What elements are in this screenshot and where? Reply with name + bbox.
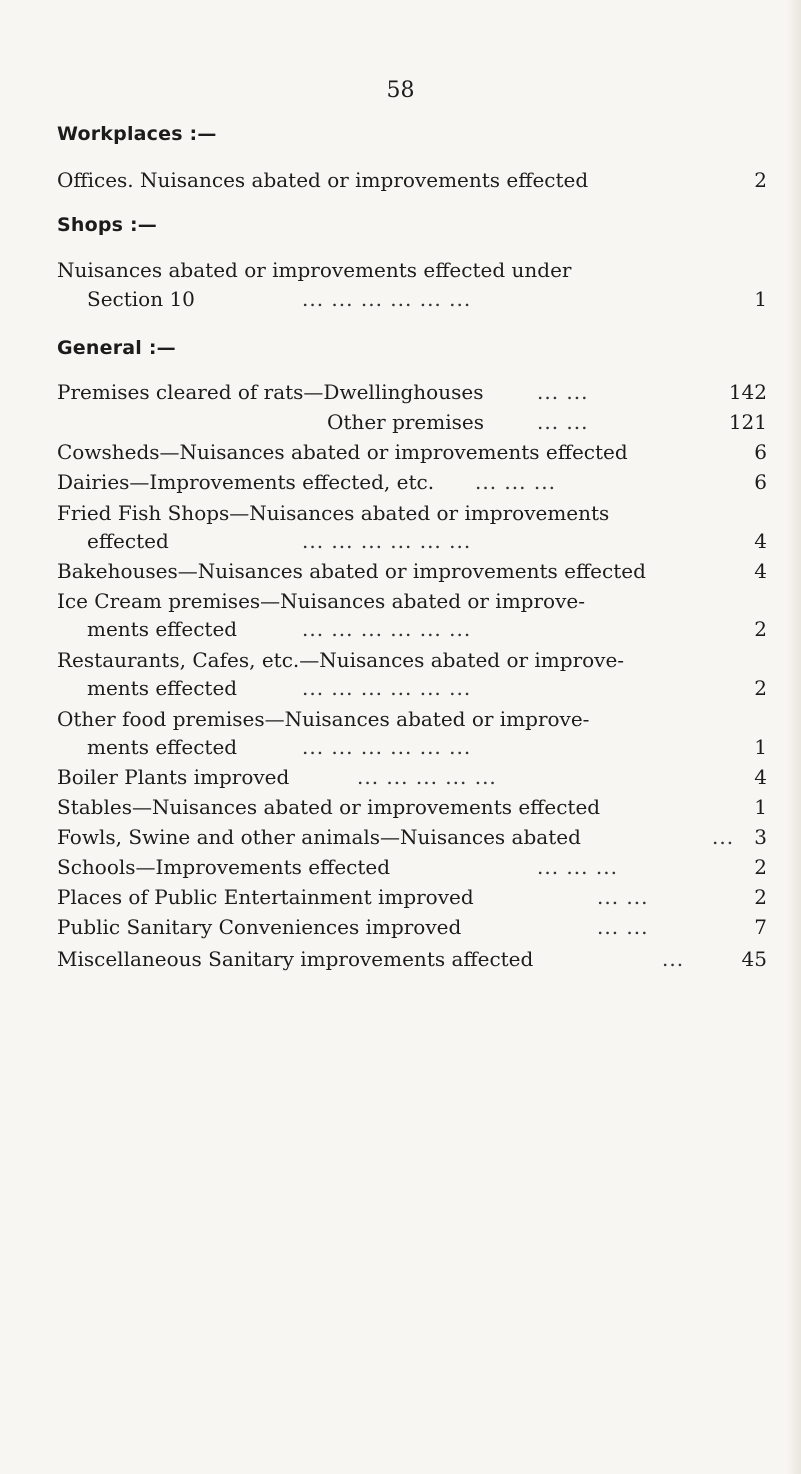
table-row <box>57 614 767 644</box>
row-label: Dairies—Improvements effected, etc. <box>57 470 435 494</box>
leader-dots: ... <box>662 947 685 971</box>
table-row <box>57 792 767 822</box>
table-row <box>57 437 767 467</box>
table-row <box>57 704 767 734</box>
table-row <box>57 407 767 437</box>
row-label: Stables—Nuisances abated or improvements effected <box>57 795 601 819</box>
row-value: 6 <box>754 440 767 464</box>
row-label: Nuisances abated or improvements effected under <box>57 258 572 282</box>
row-label: Cowsheds—Nuisances abated or improvements effected <box>57 440 628 464</box>
leader-dots: ... ... <box>537 410 589 434</box>
row-label: Section 10 <box>87 287 195 311</box>
table-row <box>57 852 767 882</box>
row-value: 2 <box>754 617 767 641</box>
workplaces-heading: Workplaces :— <box>57 123 217 145</box>
table-row <box>57 498 767 528</box>
leader-dots: ... ... ... <box>537 855 618 879</box>
row-label: Fried Fish Shops—Nuisances abated or improvements <box>57 501 610 525</box>
leader-dots: ... ... <box>597 915 649 939</box>
row-value: 1 <box>754 287 767 311</box>
leader-dots: ... ... ... ... ... ... <box>302 676 472 700</box>
table-row <box>57 526 767 556</box>
row-label: Public Sanitary Conveniences improved <box>57 915 462 939</box>
row-value: 4 <box>754 559 767 583</box>
row-label: Other premises <box>327 410 484 434</box>
row-value: 1 <box>754 795 767 819</box>
shops-heading: Shops :— <box>57 214 157 236</box>
row-value: 2 <box>754 885 767 909</box>
table-row <box>57 822 767 852</box>
table-row <box>57 762 767 792</box>
row-value: 3 <box>754 825 767 849</box>
row-label: Fowls, Swine and other animals—Nuisances abated <box>57 825 581 849</box>
table-row <box>57 882 767 912</box>
table-row <box>57 255 767 285</box>
general-heading: General :— <box>57 337 176 359</box>
table-row <box>57 377 767 407</box>
row-value: 2 <box>754 676 767 700</box>
table-row <box>57 912 767 942</box>
row-label: effected <box>87 529 169 553</box>
leader-dots: ... ... ... ... ... ... <box>302 529 472 553</box>
row-label: Miscellaneous Sanitary improvements affected <box>57 947 534 971</box>
row-label: Bakehouses—Nuisances abated or improvements effected <box>57 559 646 583</box>
leader-dots: ... ... ... ... ... ... <box>302 617 472 641</box>
row-label: Other food premises—Nuisances abated or improve- <box>57 707 590 731</box>
row-label: Restaurants, Cafes, etc.—Nuisances abated or improve- <box>57 648 625 672</box>
row-value: 142 <box>728 380 767 404</box>
leader-dots: ... ... <box>597 885 649 909</box>
table-row <box>57 944 767 974</box>
table-row <box>57 673 767 703</box>
row-value: 4 <box>754 765 767 789</box>
leader-dots: ... ... <box>537 380 589 404</box>
row-value: 2 <box>754 168 767 192</box>
row-label: ments effected <box>87 617 238 641</box>
leader-dots: ... <box>712 825 735 849</box>
row-label: Places of Public Entertainment improved <box>57 885 474 909</box>
row-value: 6 <box>754 470 767 494</box>
row-label: ments effected <box>87 735 238 759</box>
row-value: 4 <box>754 529 767 553</box>
row-value: 1 <box>754 735 767 759</box>
table-row <box>57 645 767 675</box>
row-value: 45 <box>741 947 767 971</box>
row-label: Schools—Improvements effected <box>57 855 391 879</box>
row-label: Offices. Nuisances abated or improvements effected <box>57 168 589 192</box>
table-row <box>57 467 767 497</box>
table-row <box>57 556 767 586</box>
leader-dots: ... ... ... ... ... ... <box>302 735 472 759</box>
row-value: 2 <box>754 855 767 879</box>
page-number: 58 <box>386 78 415 103</box>
row-label: ments effected <box>87 676 238 700</box>
leader-dots: ... ... ... ... ... ... <box>302 287 472 311</box>
leader-dots: ... ... ... ... ... <box>357 765 497 789</box>
row-label: Boiler Plants improved <box>57 765 290 789</box>
table-row <box>57 284 767 314</box>
table-row <box>57 586 767 616</box>
row-label: Ice Cream premises—Nuisances abated or improve- <box>57 589 585 613</box>
leader-dots: ... ... ... <box>475 470 556 494</box>
table-row <box>57 732 767 762</box>
row-value: 121 <box>728 410 767 434</box>
row-label: Premises cleared of rats—Dwellinghouses <box>57 380 484 404</box>
row-value: 7 <box>754 915 767 939</box>
table-row <box>57 165 767 195</box>
page-edge-shadow <box>787 0 801 1474</box>
